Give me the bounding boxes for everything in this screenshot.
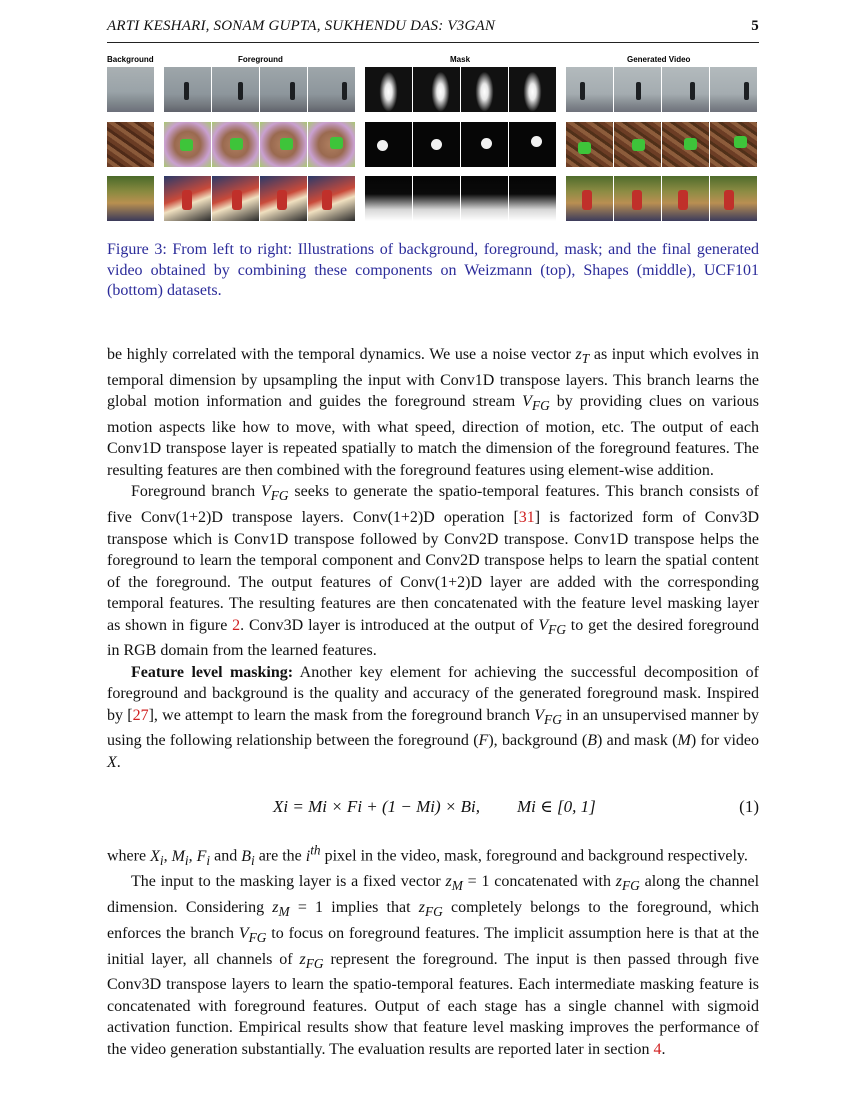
weizmann-fg-4 [308, 67, 355, 112]
shapes-fg-2 [212, 122, 259, 167]
ucf101-fg-4 [308, 176, 355, 221]
equation-number: (1) [739, 797, 759, 817]
ucf101-gen-4 [710, 176, 757, 221]
section-heading-feature-level-masking: Feature level masking: [131, 663, 294, 681]
label-mask: Mask [450, 55, 471, 64]
weizmann-gen-3 [662, 67, 709, 112]
equation-1 [107, 777, 759, 837]
ucf101-mask-3 [461, 176, 508, 221]
shapes-gen-1 [566, 122, 613, 167]
label-generated-video: Generated Video [627, 55, 691, 64]
weizmann-gen-1 [566, 67, 613, 112]
citation-31[interactable]: 31 [518, 509, 535, 527]
running-header [107, 16, 759, 38]
weizmann-mask-1 [365, 67, 412, 112]
header-title: ARTI KESHARI, SONAM GUPTA, SUKHENDU DAS: V3GAN [107, 18, 496, 34]
shapes-gen-2 [614, 122, 661, 167]
weizmann-mask-4 [509, 67, 556, 112]
paragraph-2: Foreground branch $V_{FG}$ seeks to generate the spatio-temporal features. This branch consists of five Conv(1+2)D transpose layers. Conv(1+2)D operation [31] is factorized form of Conv3D transpose which is Conv1D transpose followed by Conv2D transpose. Conv1D transpose helps the foreground to learn the temporal component and Conv2D transpose helps to learn the spatial content of the foreground. The output features of Conv(1+2)D layer are added with the corresponding temporal features. The resulting features are then concatenated with the feature level masking layer as shown in figure 2. Conv3D layer is introduced at the output of $V_{FG}$ to get the desired foreground in RGB domain from the learned features. [107, 483, 760, 660]
shapes-background [107, 122, 154, 167]
paragraph-4: where $X_i$, $M_i$, $F_i$ and $B_i$ are the $i^{th}$ pixel in the video, mask, foreground and background respectively. [107, 842, 748, 868]
ucf101-fg-2 [212, 176, 259, 221]
shapes-mask-4 [509, 122, 556, 167]
body-text [107, 344, 759, 1060]
paragraph-5: The input to the masking layer is a fixed vector $z_M = 1$ concatenated with $z_{FG}$ along the channel dimension. Considering $z_M = 1$ implies that $z_{FG}$ completely belongs to the foreground, which enforces the branch $V_{FG}$ to focus on foreground features. The implicit assumption here is that at the initial layer, all channels of $z_{FG}$ represent the foreground. The input is then passed through five Conv3D transpose layers to learn the spatio-temporal features. Each intermediate masking feature is concatenated with foreground features. Output of each stage has a single channel with sigmoid activation function. Empirical results show that feature level masking improves the performance of the video generation substantially. The evaluation results are reported later in section 4. [107, 873, 760, 1058]
section-4-link[interactable]: 4 [653, 1040, 662, 1058]
ucf101-gen-1 [566, 176, 613, 221]
weizmann-gen-2 [614, 67, 661, 112]
shapes-fg-3 [260, 122, 307, 167]
equation-formula: Xi = Mi × Fi + (1 − Mi) × Bi, [273, 797, 481, 817]
paragraph-3: Feature level masking: Another key element for achieving the successful decomposition of foreground and background is the quality and accuracy of the generated foreground mask. Inspired by [27], we attempt to learn the mask from the foreground branch $V_{FG}$ in an unsupervised manner by using the following relationship between the foreground (F), background (B) and mask (M) for video X. [107, 663, 760, 771]
weizmann-gen-4 [710, 67, 757, 112]
paragraph-1: be highly correlated with the temporal dynamics. We use a noise vector $z_T$ as input which evolves in temporal dimension by upsampling the input with Conv1D transpose layers. This branch learns the global motion information and guides the foreground stream $V_{FG}$ by providing clues on various motion aspects like how to move, with what speed, direction of motion, etc. The output of each Conv1D transpose layer is repeated spatially to match the dimension of the foreground features. The resulting features are then combined with the foreground features using element-wise addition. [107, 346, 760, 479]
ucf101-mask-2 [413, 176, 460, 221]
ucf101-mask-1 [365, 176, 412, 221]
shapes-gen-3 [662, 122, 709, 167]
label-background: Background [107, 55, 154, 64]
weizmann-background [107, 67, 154, 112]
ucf101-fg-1 [164, 176, 211, 221]
weizmann-fg-1 [164, 67, 211, 112]
citation-27[interactable]: 27 [132, 706, 149, 724]
figure-caption: Figure 3: From left to right: Illustrations of background, foreground, mask; and the final generated video obtained by combining these components on Weizmann (top), Shapes (middle), UCF101 (bottom) datasets. [107, 241, 759, 299]
label-foreground: Foreground [238, 55, 283, 64]
shapes-fg-4 [308, 122, 355, 167]
weizmann-fg-2 [212, 67, 259, 112]
ucf101-mask-4 [509, 176, 556, 221]
weizmann-fg-3 [260, 67, 307, 112]
weizmann-mask-3 [461, 67, 508, 112]
ucf101-background [107, 176, 154, 221]
equation-condition: Mi ∈ [0, 1] [517, 797, 596, 817]
shapes-fg-1 [164, 122, 211, 167]
header-rule [107, 42, 759, 43]
shapes-gen-4 [710, 122, 757, 167]
shapes-mask-2 [413, 122, 460, 167]
weizmann-mask-2 [413, 67, 460, 112]
figure-2-link[interactable]: 2 [232, 616, 241, 634]
ucf101-gen-3 [662, 176, 709, 221]
page-number: 5 [751, 18, 759, 34]
ucf101-fg-3 [260, 176, 307, 221]
shapes-mask-1 [365, 122, 412, 167]
shapes-mask-3 [461, 122, 508, 167]
figure-3 [107, 52, 759, 228]
ucf101-gen-2 [614, 176, 661, 221]
